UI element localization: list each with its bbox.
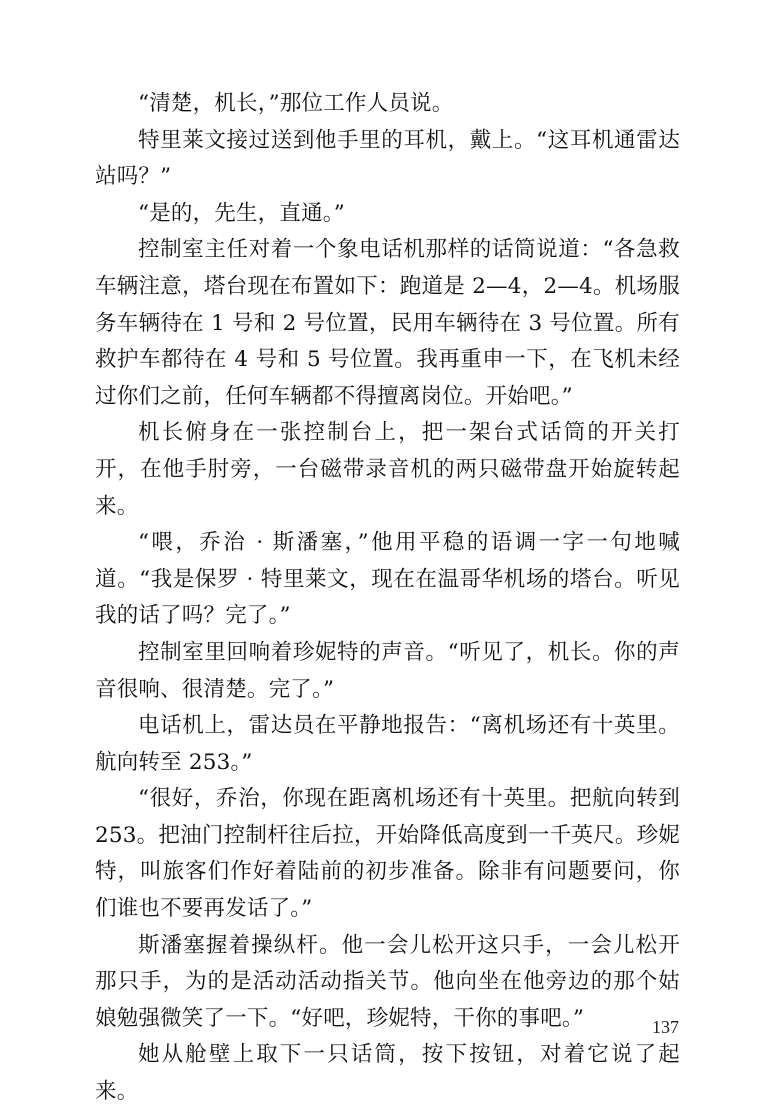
paragraph-1: “清楚，机长，”那位工作人员说。: [138, 91, 454, 116]
page-number: 137: [652, 1017, 679, 1037]
paragraph-7: 控制室里回响着珍妮特的声音。“听见了，机长。你的声音很响、很清楚。完了。”: [95, 639, 680, 702]
body-text: [95, 86, 680, 1111]
paragraph-5: 机长俯身在一张控制台上，把一架台式话筒的开关打开，在他手肘旁，一台磁带录音机的两只磁带盘开始旋转起来。: [95, 420, 680, 519]
paragraph-6: “喂，乔治 · 斯潘塞，”他用平稳的语调一字一句地喊道。“我是保罗 · 特里莱文，现在在温哥华机场的塔台。听见我的话了吗？完了。”: [95, 530, 680, 629]
paragraph-11: 她从舱壁上取下一只话筒，按下按钮，对着它说了起来。: [95, 1042, 680, 1105]
paragraph-9: “很好，乔治，你现在距离机场还有十英里。把航向转到 253。把油门控制杆往后拉，开始降低高度到一千英尺。珍妮特，叫旅客们作好着陆前的初步准备。除非有问题要问，你们谁也不要再发话了。”: [95, 786, 680, 922]
paragraph-4: 控制室主任对着一个象电话机那样的话筒说道：“各急救车辆注意，塔台现在布置如下：跑道是 2—4，2—4。机场服务车辆待在 1 号和 2 号位置，民用车辆待在 3 号位置。所有救护车都待在 4 号和 5 号位置。我再重申一下，在飞机未经过你们之前，任何车辆都不得擅离岗位。开始吧。”: [95, 237, 680, 409]
paragraph-3: “是的，先生，直通。”: [138, 200, 345, 226]
paragraph-2: 特里莱文接过送到他手里的耳机，戴上。“这耳机通雷达站吗？”: [95, 127, 680, 190]
paragraph-8: 电话机上，雷达员在平静地报告：“离机场还有十英里。航向转至 253。”: [95, 713, 680, 775]
paragraph-10: 斯潘塞握着操纵杆。他一会儿松开这只手，一会儿松开那只手，为的是活动活动指关节。他向坐在他旁边的那个姑娘勉强微笑了一下。“好吧，珍妮特，干你的事吧。”: [95, 932, 680, 1031]
